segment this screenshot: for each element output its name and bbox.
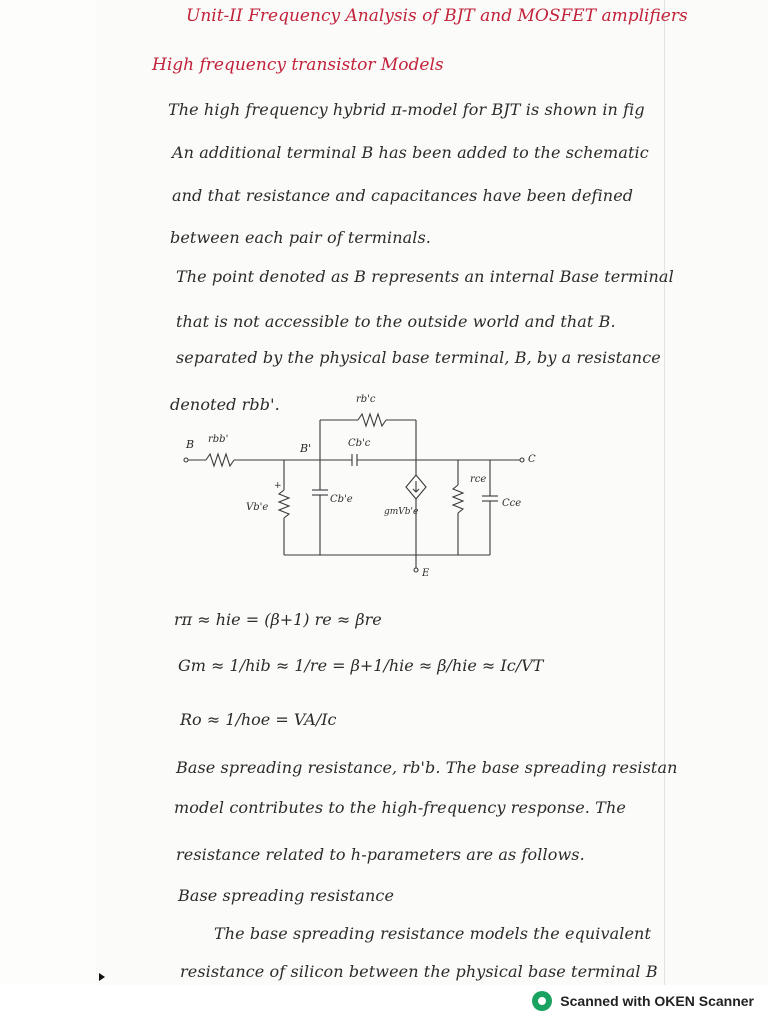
text-line: Base spreading resistance [178,886,395,905]
scanner-footer [0,985,768,1024]
label-cbe: Cb'e [330,494,353,505]
label-cbc: Cb'c [348,438,371,449]
label-gm-source: gmVb'e [384,507,419,517]
text-line: Base spreading resistance, rb'b. The base spreading resistan [176,758,678,777]
formula-rpi: rπ ≈ hie = (β+1) re ≈ βre [174,610,382,629]
node-label-b-prime: B' [300,442,312,455]
node-label-e: E [422,568,430,579]
text-line: separated by the physical base terminal, B, by a resistance [176,348,661,367]
page-margin [0,0,96,985]
node-label-b: B [186,438,195,451]
label-rbc: rb'c [356,394,376,405]
page-fold-line [664,0,665,985]
text-line: The point denoted as B represents an internal Base terminal [176,267,674,286]
formula-ro: Ro ≈ 1/hoe = VA/Ic [180,710,337,729]
text-line: resistance related to h-parameters are as follows. [176,845,585,864]
text-line: model contributes to the high-frequency response. The [174,798,626,817]
node-label-c: C [528,454,536,465]
page-title: Unit-II Frequency Analysis of BJT and MOSFET amplifiers [186,6,688,26]
text-line: resistance of silicon between the physical base terminal B [180,962,658,981]
label-plus: + [274,481,282,491]
scanner-watermark [532,991,754,1011]
formula-gm: Gm ≈ 1/hib ≈ 1/re = β+1/hie ≈ β/hie ≈ Ic/VT [178,656,544,675]
label-rbb: rbb' [208,434,229,445]
text-line: and that resistance and capacitances have been defined [172,186,634,205]
text-line: An additional terminal B has been added to the schematic [172,143,649,162]
text-line: The base spreading resistance models the equivalent [214,924,651,943]
scanner-logo-icon [532,991,552,1011]
text-line: The high frequency hybrid π-model for BJT is shown in fig [168,100,645,119]
text-line: that is not accessible to the outside world and that B. [176,312,616,331]
text-line: between each pair of terminals. [170,228,431,247]
text-line: denoted rbb'. [170,395,280,414]
label-rce: rce [470,474,487,485]
triangle-marker-icon [99,973,105,981]
label-cce: Cce [502,498,522,509]
hybrid-pi-circuit-diagram [170,380,570,580]
section-heading: High frequency transistor Models [152,55,444,75]
scanner-watermark-text: Scanned with OKEN Scanner [560,993,754,1009]
label-vbe: Vb'e [246,502,269,513]
